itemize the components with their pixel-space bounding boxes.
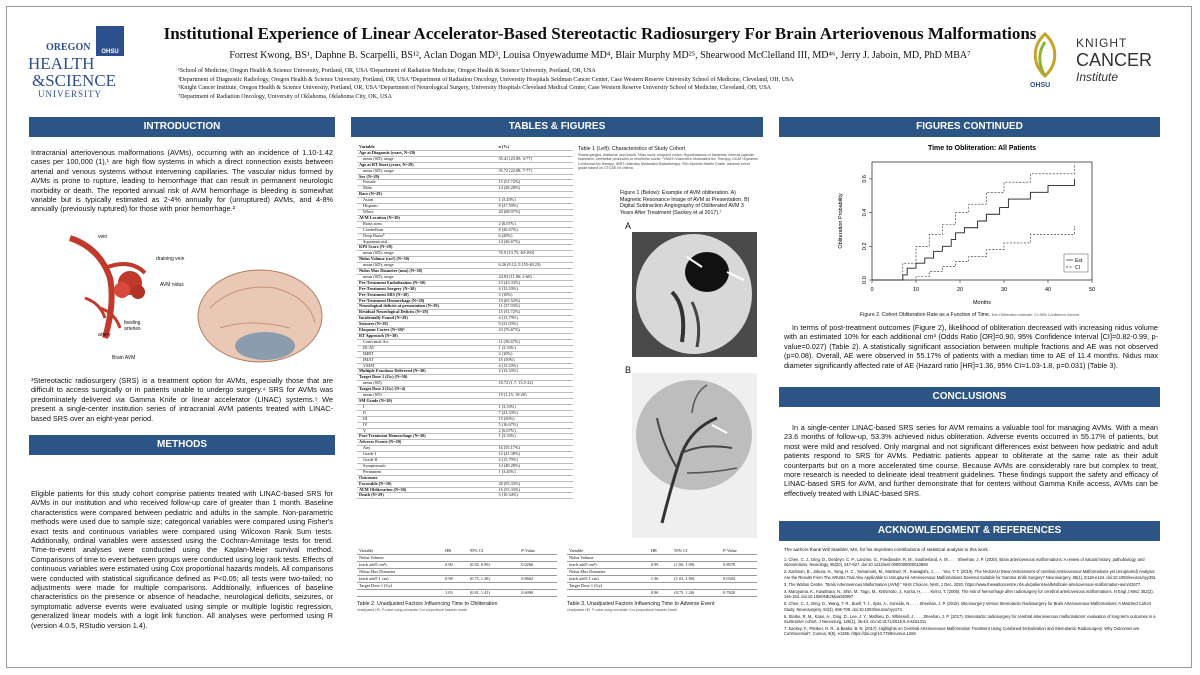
table-row [357, 569, 557, 576]
knight-name-line2: CANCER [1076, 50, 1153, 70]
table-cell: 2 (6.67%) [496, 221, 573, 227]
table-cell: 0.98 [443, 576, 468, 583]
ohsu-logo [22, 26, 132, 100]
table-cell: IV [357, 422, 496, 428]
table-cell [443, 583, 468, 590]
characteristics-table [357, 145, 573, 499]
table3-body [567, 548, 757, 597]
table1-note: *Basal ganglia, thalamus, and insula. ᵇAlso used: eloquent cortex; Hypothalamus or thalamus; internal capsule; brainstem; cerebellar peduncles or cerebellar nuclei. ᶜVMAT=Volumetric Modulated Arc Therapy; DCAT=Dynamic Conformal Arc therapy; IMRT=Intensity Modulated Radiotherapy; SM=Spetzler-Martin Grade. Adverse event grade based on CTCAE v5 criteria. [578, 153, 758, 170]
table-cell: 15 (51.72%) [496, 310, 573, 316]
table-cell: Male [357, 186, 496, 192]
label-vein: vein [98, 234, 108, 240]
table-header-cell: P-Value [721, 548, 757, 555]
table-cell: III [357, 416, 496, 422]
label-artery: artery [98, 332, 111, 338]
table-cell: 14 (48.28%) [496, 186, 573, 192]
table-cell: Grade II [357, 458, 496, 464]
acknowledgment-heading: ACKNOWLEDGMENT & REFERENCES [779, 521, 1160, 541]
table-header-cell: Variable [357, 548, 443, 555]
table-cell: Eloquent Cortex (N=30)ᵇ [357, 328, 496, 334]
table-cell: 76.9 (13.75; 40-100) [496, 251, 573, 257]
table-cell: Nidus Max Diameter [567, 569, 649, 576]
table-cell: Residual Neurological Deficits (N=29) [357, 310, 496, 316]
table-cell [721, 555, 757, 562]
table-cell: mean (SD); range [357, 168, 496, 174]
table-cell: VMAT [357, 363, 496, 369]
table-cell [519, 555, 557, 562]
table2-note: Unadjusted HR, P-value using univariate Cox proportional hazards model [357, 608, 468, 612]
table-cell: Target Dose 2 (Gy) (N=4) [357, 387, 496, 393]
table-cell: 19 (65.52%) [496, 298, 573, 304]
y-tick-label: 0.6 [862, 175, 868, 183]
legend-label: Est [1075, 258, 1083, 264]
table-cell: 16 (53.33%) [496, 487, 573, 493]
table-cell: 1 (3.45%) [496, 469, 573, 475]
table-cell: Pre-Treatment SRS (N=30) [357, 292, 496, 298]
table-cell: I [357, 404, 496, 410]
label-feeding-arteries: feeding arteries [124, 320, 141, 333]
figure2-caption [860, 312, 1140, 318]
tables-figures-heading: TABLES & FIGURES [351, 117, 763, 137]
figure2-caption-text: Figure 2. Cohort Obliteration Rate as a Function of Time. [860, 312, 991, 318]
km-series-ci-line [872, 226, 1074, 280]
figure2-caption-note: Est=Obliteration estimate; CI=95% Confidence Interval [991, 313, 1079, 317]
table-cell: mean (SD) [357, 381, 496, 387]
table-cell: (each add'l 1 cm) [357, 576, 443, 583]
table-header-cell: HR [649, 548, 672, 555]
table-cell [672, 583, 721, 590]
table-cell: 23 (76.67%) [496, 328, 573, 334]
table-cell: Target Dose 1 (Gy) [357, 583, 443, 590]
table-1 [357, 145, 573, 499]
table-cell: Post-Treatment Hemorrhage (N=30) [357, 434, 496, 440]
table-cell: 4 (13.79%) [496, 316, 573, 322]
reference-item: 6. Starke, R. M., Kano, H., Ding, D., Lee, J. Y., Mathieu, D., Whitesell, J., . . . Sheehan, J. P. (2017). Stereotactic radiosurgery for cerebral arteriovenous malformations: evaluation of long-term outcomes in a multicenter cohort. J Neurosurg, 126(1), 36-44. doi:10.3171/2015.9.Jns151311 [784, 613, 1156, 625]
methods-paragraph: Eligible patients for this study cohort comprise patients treated with LINAC-based SRS for AVMs in our institution and who received follow-up care of greater than 1 month. Baseline characteristics were compared between pediatric and adults in the sample. Non-parametric methods were used due to sample size; categorical variables were compared using Fisher's exact tests and continuous variables were compared using Wilcoxon Rank Sum tests. Additionally, ordinal variables were assessed using the Cochran-Armitage tests for trend. Time-to-event analyses were conducted using the Kaplan-Meier survival method. Comparisons of time to event between groups were conducted using log rank tests. Effects of continuous variables were estimated using Cox proportional hazards models. All comparisons were conducted with statistical significance defined as P<0.05; all tests were two-tailed; no adjustments were made for multiple comparisons. Additionally, influences of baseline characteristics on the presence or absence of headache, neurological deficits, seizures, or symptomatic adverse events were evaluated using simple or multiple logistic regression, generalized linear models with a logit link function. All analyses were performed using R (version 4.0.5, RStudio version 1.4). [31, 489, 333, 630]
table-cell: Death (N=29) [357, 493, 496, 499]
table-cell [649, 569, 672, 576]
angiography-image [632, 373, 757, 538]
table-cell: Nidus Volume [357, 555, 443, 562]
table-cell [519, 583, 557, 590]
kaplan-meier-chart [830, 140, 1130, 320]
table-cell: Outcomes [357, 475, 496, 481]
ohsu-name-line2: HEALTH [28, 54, 95, 73]
table-cell: Nidus Max Diameter (mm) (N=30) [357, 269, 496, 275]
table-header-cell: Variable [567, 548, 649, 555]
table-header-cell: 95% CI [468, 548, 519, 555]
table-cell: 1 (3.45%) [496, 198, 573, 204]
x-tick-label: 20 [956, 287, 964, 293]
table-cell [567, 590, 649, 597]
table-cell: 11 (36.67%) [496, 339, 573, 345]
table-cell: V [357, 428, 496, 434]
table-cell: 0.90 [443, 562, 468, 569]
table-cell: 0.7820 [721, 590, 757, 597]
table-cell [357, 590, 443, 597]
table-cell: Female [357, 180, 496, 186]
table-cell: IMAT [357, 357, 496, 363]
label-draining-vein: draining vein [156, 256, 185, 262]
affiliations [178, 67, 938, 101]
table-cell: Favorable (N=30) [357, 481, 496, 487]
table-cell: AVM Obliteration (N=30) [357, 487, 496, 493]
table-cell: Pre-Treatment Surgery (N=30) [357, 286, 496, 292]
table-cell: 4 (13.33%) [496, 369, 573, 375]
table2-body [357, 548, 557, 597]
table-cell: 0.96 [649, 590, 672, 597]
table-cell: 11 (37.93%) [496, 304, 573, 310]
table-cell: 16 (55.17%) [496, 446, 573, 452]
table-cell: 3 (10%) [496, 292, 573, 298]
figure1-caption: Figure 1 (Below): Example of AVM obliteration. A) Magnetic Resonance Image of AVM at Presentation. B) Digital Subtraction Angiography of Obliterated AVM 3 Years After Treatment (Sackey et al 2017).⁷ [620, 190, 750, 216]
table-cell [672, 555, 721, 562]
table-cell [468, 555, 519, 562]
km-series-est-line [872, 179, 1074, 280]
figures-continued-heading: FIGURES CONTINUED [779, 117, 1160, 137]
affiliation-line: ⁷Department of Radiation Oncology, University of Oklahoma, Oklahoma City, OK, USA [178, 93, 392, 100]
reference-item: 7. Sackey, F., Pinsker, N. R., & Baako, B. N. (2017). Highlights on Cerebral Arteriovenous Malformation Treatment Using Combined Embolization and Stereotactic Radiosurgery: Why Outcomes are Controversial?. Cureus, 9(5), e1266. https://doi.org/10.7759/cureus.1266 [784, 626, 1140, 637]
table-cell: (0.75, 1.26) [672, 590, 721, 597]
y-tick-label: 0.2 [862, 242, 868, 251]
table-cell: Incidentally Found (N=29) [357, 316, 496, 322]
x-tick-label: 40 [1044, 287, 1052, 293]
reference-item: 4. Maruyama, K., Kawahara, N., Shin, M., Tago, M., Kishimoto, J., Kurita, H., . . . Kirino, T. (2005). The risk of hemorrhage after radiosurgery for cerebral arteriovenous malformations. N Engl J Med, 352(2), 146-153. doi:10.1056/NEJMoa040907 [784, 589, 1154, 600]
table-cell: 18.72 (1.7; 13.5-22) [496, 381, 573, 387]
y-tick-label: 0.4 [862, 208, 868, 217]
table-cell: Neurological deficits at presentation (N=29) [357, 304, 496, 310]
table-cell: Seizures (N=29) [357, 322, 496, 328]
conclusions-heading: CONCLUSIONS [779, 387, 1160, 407]
table-cell: 1 (3.33%) [496, 434, 573, 440]
table-row [567, 569, 757, 576]
table-row [357, 555, 557, 562]
table-cell: IMRT [357, 351, 496, 357]
table-cell: 1.03 [443, 590, 468, 597]
table1-body [357, 145, 573, 499]
ohsu-name-line1: OREGON [46, 42, 91, 53]
x-tick-label: 50 [1088, 287, 1096, 293]
table-row [357, 590, 557, 597]
table-3 [567, 548, 757, 597]
obliteration-factors-table [357, 548, 557, 597]
table-cell [443, 555, 468, 562]
reference-item: 5. Chen, C. J., Ding, D., Wang, T. R., Buell, T. J., Ilyas, A., Ironside, N., . . . Sheehan, J. P. (2019). Microsurgery Versus Stereotactic Radiosurgery for Brain Arteriovenous Malformations: A Matched Cohort Study. Neurosurgery, 84(3), 696-708. doi:10.1093/neuros/nyy174 [784, 601, 1152, 612]
poster-title: Institutional Experience of Linear Accelerator-Based Stereotactic Radiosurgery For Brain Arteriovenous Malformations [163, 24, 1037, 43]
table-cell: 6 (20%) [496, 233, 573, 239]
table-cell: Permanent [357, 469, 496, 475]
table-cell: 4 (13.33%) [496, 363, 573, 369]
table-cell: mean (SD); range [357, 274, 496, 280]
table-header-cell: n (%) [496, 145, 573, 150]
table-cell: 1.36 [649, 576, 672, 583]
ohsu-badge: OHSU [96, 26, 124, 56]
introduction-heading: INTRODUCTION [29, 117, 335, 137]
x-tick-label: 30 [1000, 287, 1008, 293]
table-cell: Sex (N=29) [357, 174, 496, 180]
table-cell: Conformal Arc [357, 339, 496, 345]
table-cell [468, 583, 519, 590]
table2-caption: Table 2. Unadjusted Factors Influencing Time to Obliteration [357, 601, 498, 607]
x-tick-label: 0 [870, 287, 874, 293]
table-cell: mean (SD); range [357, 251, 496, 257]
table-cell [721, 583, 757, 590]
mri-image [632, 232, 757, 357]
acknowledgment-thanks: The authors thank Will Staebler, MS, for his important contributions of statistical analysis to this work. [784, 547, 990, 552]
table-cell: Nidus Volume [567, 555, 649, 562]
table-cell: DCAT [357, 345, 496, 351]
table-cell [649, 583, 672, 590]
table-cell: Grade I [357, 452, 496, 458]
table-cell: (0.75, 1.28) [468, 576, 519, 583]
table-cell: 12 (41.38%) [496, 452, 573, 458]
y-axis-label: Obliteration Probability [838, 193, 844, 249]
table-row [357, 576, 557, 583]
table-cell: (each add'l cm³) [567, 562, 649, 569]
table-cell: (0.81, 1.41) [468, 590, 519, 597]
table-cell: 14 (48.28%) [496, 463, 573, 469]
table-cell: Asian [357, 198, 496, 204]
avm-illustration [60, 228, 330, 368]
table-cell: mean (SD) [357, 393, 496, 399]
knight-leaf-icon [1030, 32, 1060, 80]
table-cell: 28 (93.33%) [496, 481, 573, 487]
table-row [357, 493, 573, 499]
table-cell: 19 (1.15; 18-20) [496, 393, 573, 399]
table-cell: 3 (10.34%) [496, 493, 573, 499]
table-cell: 14 (46.67%) [496, 239, 573, 245]
table-header-cell: Variable [357, 145, 496, 150]
table-row [357, 562, 557, 569]
table-cell: 8 (27.59%) [496, 204, 573, 210]
table-cell: Cerebellum [357, 227, 496, 233]
reference-list [784, 557, 1158, 639]
table-cell [721, 569, 757, 576]
table-cell: II [357, 410, 496, 416]
table-cell: Any [357, 446, 496, 452]
table-cell: Hispanic [357, 204, 496, 210]
table-cell: Age at Diagnosis (years, N=29) [357, 150, 496, 156]
methods-heading: METHODS [29, 435, 335, 455]
table-cell: 7 (23.33%) [496, 410, 573, 416]
table-row [567, 555, 757, 562]
table-cell: (each add'l cm³) [357, 562, 443, 569]
x-tick-label: 10 [912, 287, 920, 293]
mri-avm-graphic [632, 232, 757, 357]
affiliation-line: ³Department of Diagnostic Radiology, Oregon Health & Science University, Portland, OR, USA ⁴Department of Radiation Oncology, University Hospitals Seidman Cancer Center, Case Western Reserve University School of Medicine, Cleveland, OH, USA [178, 76, 794, 83]
table-row [567, 590, 757, 597]
angiography-graphic [632, 373, 757, 538]
conclusions-paragraph: In a single-center LINAC-based SRS series for AVM remains a valuable tool for managing AVMs. With a mean 23.6 months of follow-up, 53.3% achieved nidus obliteration. Adverse events occurred in 55.17% of patients, but most were mild and resolved. Only marginal and not significant differences exist between how pediatric and adult patients respond to SRS for AVMs. Pediatric patients appear to obliterate at the same rate as their adult counterparts but on a more accelerated time course. Because AVMs are considerably rare but complex to treat, more research is needed to delineate ideal treatment guidelines. These findings support the safety and efficacy of LINAC-based SRS for AVM, and further demonstrate that for centers without Gamma Knife access, AVMs can be effectively treated with LINAC-based SRS. [784, 423, 1158, 498]
table-cell: 13 (43.33%) [496, 280, 573, 286]
table-cell: (1.00, 1.09) [672, 562, 721, 569]
table-row [567, 583, 757, 590]
kaplan-meier-svg [830, 140, 1130, 320]
table-cell [443, 569, 468, 576]
knight-cancer-logo [1026, 30, 1166, 96]
table-cell: Deep Brain* [357, 233, 496, 239]
table-cell: 0.8978 [721, 562, 757, 569]
table-row [357, 583, 557, 590]
table-cell: Symptomatic [357, 463, 496, 469]
table-cell: 5 (16.67%) [496, 422, 573, 428]
table-cell: 35.72 (22.08; 7-77) [496, 168, 573, 174]
table-row [567, 576, 757, 583]
table-cell: 20 (68.97%) [496, 209, 573, 215]
table-cell: Age at RT Start (years, N=29) [357, 162, 496, 168]
table-cell: Brain stem [357, 221, 496, 227]
table-cell: 8 (26.67%) [496, 227, 573, 233]
knight-name-line3: Institute [1076, 70, 1119, 84]
table3-caption: Table 3. Unadjusted Factors Influencing Time to Adverse Event [567, 601, 715, 607]
km-series-ci-line [872, 165, 1074, 280]
table-cell: 4 (13.79%) [496, 458, 573, 464]
table-cell: 0.0304 [721, 576, 757, 583]
knight-badge: OHSU [1030, 82, 1051, 89]
ohsu-name-line3: &SCIENCE [32, 71, 117, 90]
table-cell: 15 (51.72%) [496, 180, 573, 186]
table-2 [357, 548, 557, 597]
table-cell: mean (SD); range [357, 156, 496, 162]
illustration-caption: Brain AVM [112, 355, 136, 361]
x-axis-label: Months [972, 300, 992, 306]
legend-label: CI [1075, 265, 1080, 271]
table-cell: SM Grade (N=30) [357, 398, 496, 404]
adverse-event-factors-table [567, 548, 757, 597]
table-cell: 0.8662 [519, 576, 557, 583]
table-header-cell: P-Value [519, 548, 557, 555]
table-cell: 6.26 (9.12; 0.155-40.23) [496, 263, 573, 269]
table-cell: White [357, 209, 496, 215]
table-cell: 35.41 (23.89; 4-77) [496, 156, 573, 162]
table-cell [519, 569, 557, 576]
chart-title: Time to Obliteration: All Patients [927, 145, 1037, 152]
table-cell: 1 (3.33%) [496, 404, 573, 410]
brain-avm-drawing [60, 228, 330, 368]
results-paragraph: In terms of post-treatment outcomes (Figure 2), likelihood of obliteration decreased with increasing nidus volume with an estimated 10% for each additional cm³ (Odds Ratio [OR]=0.90, 95% Confidence Interval [CI]=0.82-0.99, p-value=0.027) (Table 2). A statistically significant association between multiple fractions and AE was not observed (p=0.08). Overall, AE were observed in 55.17% of patients with a median time to AE of 11.4 months. Nidus max diameter significantly affected rate of AE (Hazard ratio [HR]=1.36, 95% CI=1.03-1.8, p=0.031) (Table 3). [784, 323, 1158, 370]
table-cell: AVM Location (N=30) [357, 215, 496, 221]
table-cell: Target Dose 1 (Gy) (N=30) [357, 375, 496, 381]
table3-note: Unadjusted HR, P-value using univariate Cox proportional hazards model [567, 608, 678, 612]
table-header-cell: HR [443, 548, 468, 555]
table-cell: Pre-Treatment Embolization (N=30) [357, 280, 496, 286]
table1-caption: Table 1 (Left): Characteristics of Study Cohort [578, 146, 686, 152]
affiliation-line: ⁵Knight Cancer Institute, Oregon Health & Science University, Portland, OR, USA ⁶Department of Neurological Surgery, University Hospitals Cleveland Medical Center, Case Western Reserve University School of Medicine, Cleveland, OH, USA [178, 85, 772, 92]
table-cell: Nidus Max Diameter [357, 569, 443, 576]
table-cell: 0.0266 [519, 562, 557, 569]
table-cell: Multiple Fractions Delivered (N=30) [357, 369, 496, 375]
reference-item: 1. Chen, C. J., Ding, D., Derdeyn, C. P., Lanzino, G., Friedlander, R. M., Southerland, A. M., . . . Sheehan, J. P. (2020). Brain arteriovenous malformations: A review of natural history, pathobiology, and interventions. Neurology, 95(20), 917-927. doi:10.1212/wnl.0000000000010968 [784, 557, 1145, 568]
srs-paragraph: ³Stereotactic radiosurgery (SRS) is a treatment option for AVMs, especially those that are difficult to access surgically or in patients unable to undergo surgery.⁴ SRS for AVMs was predominately delivered via Gamma Knife or linear accelerator (LINAC) systems.⁵ We present a single-center institution series of intracranial AVM patients treated with LINAC-based SRS over an eight-year period. [31, 376, 333, 423]
y-tick-label: 0.0 [862, 276, 868, 284]
reference-item: 2. Karlsson, B., Jokura, H., Yang, H. C., Yamamoto, M., Martinez, R., Kawagishi, J., . . . Yao, T. T. (2019). The NASSAU (New ASSessment of cerebral Arteriovenous Malformations yet Unruptured) Analysis: Are the Results From The ARUBA Trial Also Applicable to Unruptured Arteriovenous Malformations Deemed Suitable for Gamma Knife Surgery? Neurosurgery, 85(1), E118-e124. doi:10.1093/neuros/nyy391 [784, 569, 1156, 580]
ohsu-name-line4: UNIVERSITY [38, 89, 102, 99]
table-cell: 0.6090 [519, 590, 557, 597]
panel-a-label: A [625, 221, 632, 231]
author-list: Forrest Kwong, BS¹, Daphne B. Scarpelli, BS¹², Aclan Dogan MD³, Louisa Onyewadume MD⁴, Blair Murphy MD²⁵, Shearwood McClelland III, MD⁴⁶, Jerry J. Jaboin, MD, PhD MBA⁷ [229, 50, 971, 61]
table-cell: 1 (3.33%) [496, 345, 573, 351]
table-cell: (1.03, 1.80) [672, 576, 721, 583]
table-cell: 15 (50%) [496, 357, 573, 363]
table-cell: 9 (31.03%) [496, 322, 573, 328]
table-cell: 2 (6.67%) [496, 428, 573, 434]
table-cell: 15 (50%) [496, 416, 573, 422]
table-cell [468, 569, 519, 576]
table-header-cell: 95% CI [672, 548, 721, 555]
affiliation-line: ¹School of Medicine, Oregon Health & Science University, Portland, OR, USA ²Department of Radiation Medicine, Oregon Health & Science University, Portland, OR, USA [178, 68, 596, 74]
table-cell: (0.82, 0.99) [468, 562, 519, 569]
table-cell: 24.83 (11.86; 2-60) [496, 274, 573, 280]
table-cell: 0.99 [649, 562, 672, 569]
table-cell [672, 569, 721, 576]
table-cell: Race (N=29) [357, 192, 496, 198]
table-cell: Supratentorial [357, 239, 496, 245]
introduction-paragraph: Intracranial arteriovenous malformations (AVMs), occurring with an incidence of 1.10-1.42 cases per 100,000 (1),¹ are high flow systems in which a direct connection exists between arterial and venous systems without intervening capillaries. The vascular nidus formed by AVMs is prone to rupture, leading to hemorrhage that can result in permanent neurologic morbidity or death. The reported annual risk of AVM hemorrhage is bleeding is somewhat variable but is typically estimated as 2-4% annually for (unruptured) AVMs, and 4-8% annually (previously ruptured) for those with prior hemorrhage.² [31, 148, 333, 214]
table-row [567, 562, 757, 569]
knight-name-line1: KNIGHT [1076, 36, 1128, 50]
table-cell: 2 (10%) [496, 351, 573, 357]
table-cell: RT Approach (N=30) [357, 334, 496, 340]
panel-b-label: B [625, 365, 632, 375]
table-cell: (each add'l 1 cm) [567, 576, 649, 583]
table-cell: Adverse Events (N=29) [357, 440, 496, 446]
table-cell: Target Dose 1 (Gy) [567, 583, 649, 590]
table-cell: 4 (13.33%) [496, 286, 573, 292]
table-cell: mean (SD); range [357, 263, 496, 269]
table-cell: Pre-Treatment Hemorrhage (N=29) [357, 298, 496, 304]
table-cell: Nidus Volume (cm³) (N=30) [357, 257, 496, 263]
reference-item: 3. The Walton Centre. "Brain Arteriovenous Malformation (AVM)." NHS Choices, NHS, 1 Dec. 2020, https://www.thewaltoncentre.nhs.uk/patient-leaflets/brain-arteriovenous-malformation-avm/42677. [784, 581, 1142, 587]
table-cell: KPS Score (N=29) [357, 245, 496, 251]
table-cell [649, 555, 672, 562]
label-avm-nidus: AVM nidus [160, 282, 184, 288]
